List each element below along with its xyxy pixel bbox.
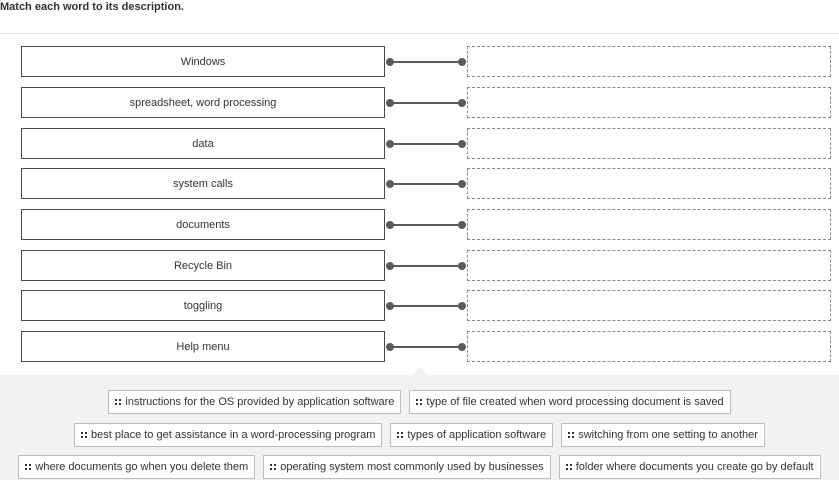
answer-chip-label: where documents go when you delete them xyxy=(35,461,249,473)
instruction-text: Match each word to its description. xyxy=(0,1,184,13)
match-row xyxy=(0,290,839,321)
answer-chip[interactable] xyxy=(559,455,821,479)
answer-drop-target[interactable] xyxy=(467,128,831,159)
term-box: Help menu xyxy=(21,331,385,362)
term-box: system calls xyxy=(21,168,385,199)
answer-chip[interactable] xyxy=(18,455,255,479)
term-box: Windows xyxy=(21,46,385,77)
answer-chip[interactable] xyxy=(263,455,551,479)
answer-drop-target[interactable] xyxy=(467,87,831,118)
drag-handle-icon xyxy=(25,464,31,470)
answer-drop-target[interactable] xyxy=(467,209,831,240)
answer-chip-label: types of application software xyxy=(407,429,547,441)
match-row xyxy=(0,168,839,199)
answer-bank-row xyxy=(0,455,839,481)
connector-line-icon xyxy=(385,219,467,231)
answer-drop-target[interactable] xyxy=(467,168,831,199)
match-row xyxy=(0,250,839,281)
answer-chip[interactable] xyxy=(561,423,765,447)
connector-line-icon xyxy=(385,300,467,312)
drag-handle-icon xyxy=(568,432,574,438)
answer-bank-row xyxy=(0,423,839,449)
answer-chip-label: folder where documents you create go by default xyxy=(575,461,814,473)
answer-chip-label: operating system most commonly used by businesses xyxy=(280,461,544,473)
answer-bank xyxy=(0,375,839,480)
answer-chip[interactable] xyxy=(108,390,401,414)
match-row xyxy=(0,209,839,240)
term-box: toggling xyxy=(21,290,385,321)
answer-bank-row xyxy=(0,390,839,416)
term-box: documents xyxy=(21,209,385,240)
answer-chip[interactable] xyxy=(390,423,553,447)
drag-handle-icon xyxy=(397,432,403,438)
connector-line-icon xyxy=(385,341,467,353)
term-box: data xyxy=(21,128,385,159)
connector-line-icon xyxy=(385,260,467,272)
drag-handle-icon xyxy=(115,399,121,405)
drag-handle-icon xyxy=(81,432,87,438)
drag-handle-icon xyxy=(416,399,422,405)
match-row xyxy=(0,46,839,77)
answer-chip-label: instructions for the OS provided by application software xyxy=(125,396,395,408)
answer-chip[interactable] xyxy=(74,423,382,447)
term-box: spreadsheet, word processing xyxy=(21,87,385,118)
connector-line-icon xyxy=(385,97,467,109)
match-row xyxy=(0,331,839,362)
answer-chip-label: type of file created when word processing document is saved xyxy=(426,396,724,408)
match-row xyxy=(0,128,839,159)
drag-handle-icon xyxy=(270,464,276,470)
answer-chip-label: switching from one setting to another xyxy=(578,429,758,441)
answer-drop-target[interactable] xyxy=(467,250,831,281)
drag-handle-icon xyxy=(566,464,572,470)
term-box: Recycle Bin xyxy=(21,250,385,281)
answer-chip[interactable] xyxy=(409,390,730,414)
answer-drop-target[interactable] xyxy=(467,290,831,321)
answer-drop-target[interactable] xyxy=(467,46,831,77)
connector-line-icon xyxy=(385,56,467,68)
connector-line-icon xyxy=(385,138,467,150)
bank-pointer xyxy=(411,367,429,376)
answer-chip-label: best place to get assistance in a word-processing program xyxy=(91,429,376,441)
match-row xyxy=(0,87,839,118)
connector-line-icon xyxy=(385,178,467,190)
answer-drop-target[interactable] xyxy=(467,331,831,362)
